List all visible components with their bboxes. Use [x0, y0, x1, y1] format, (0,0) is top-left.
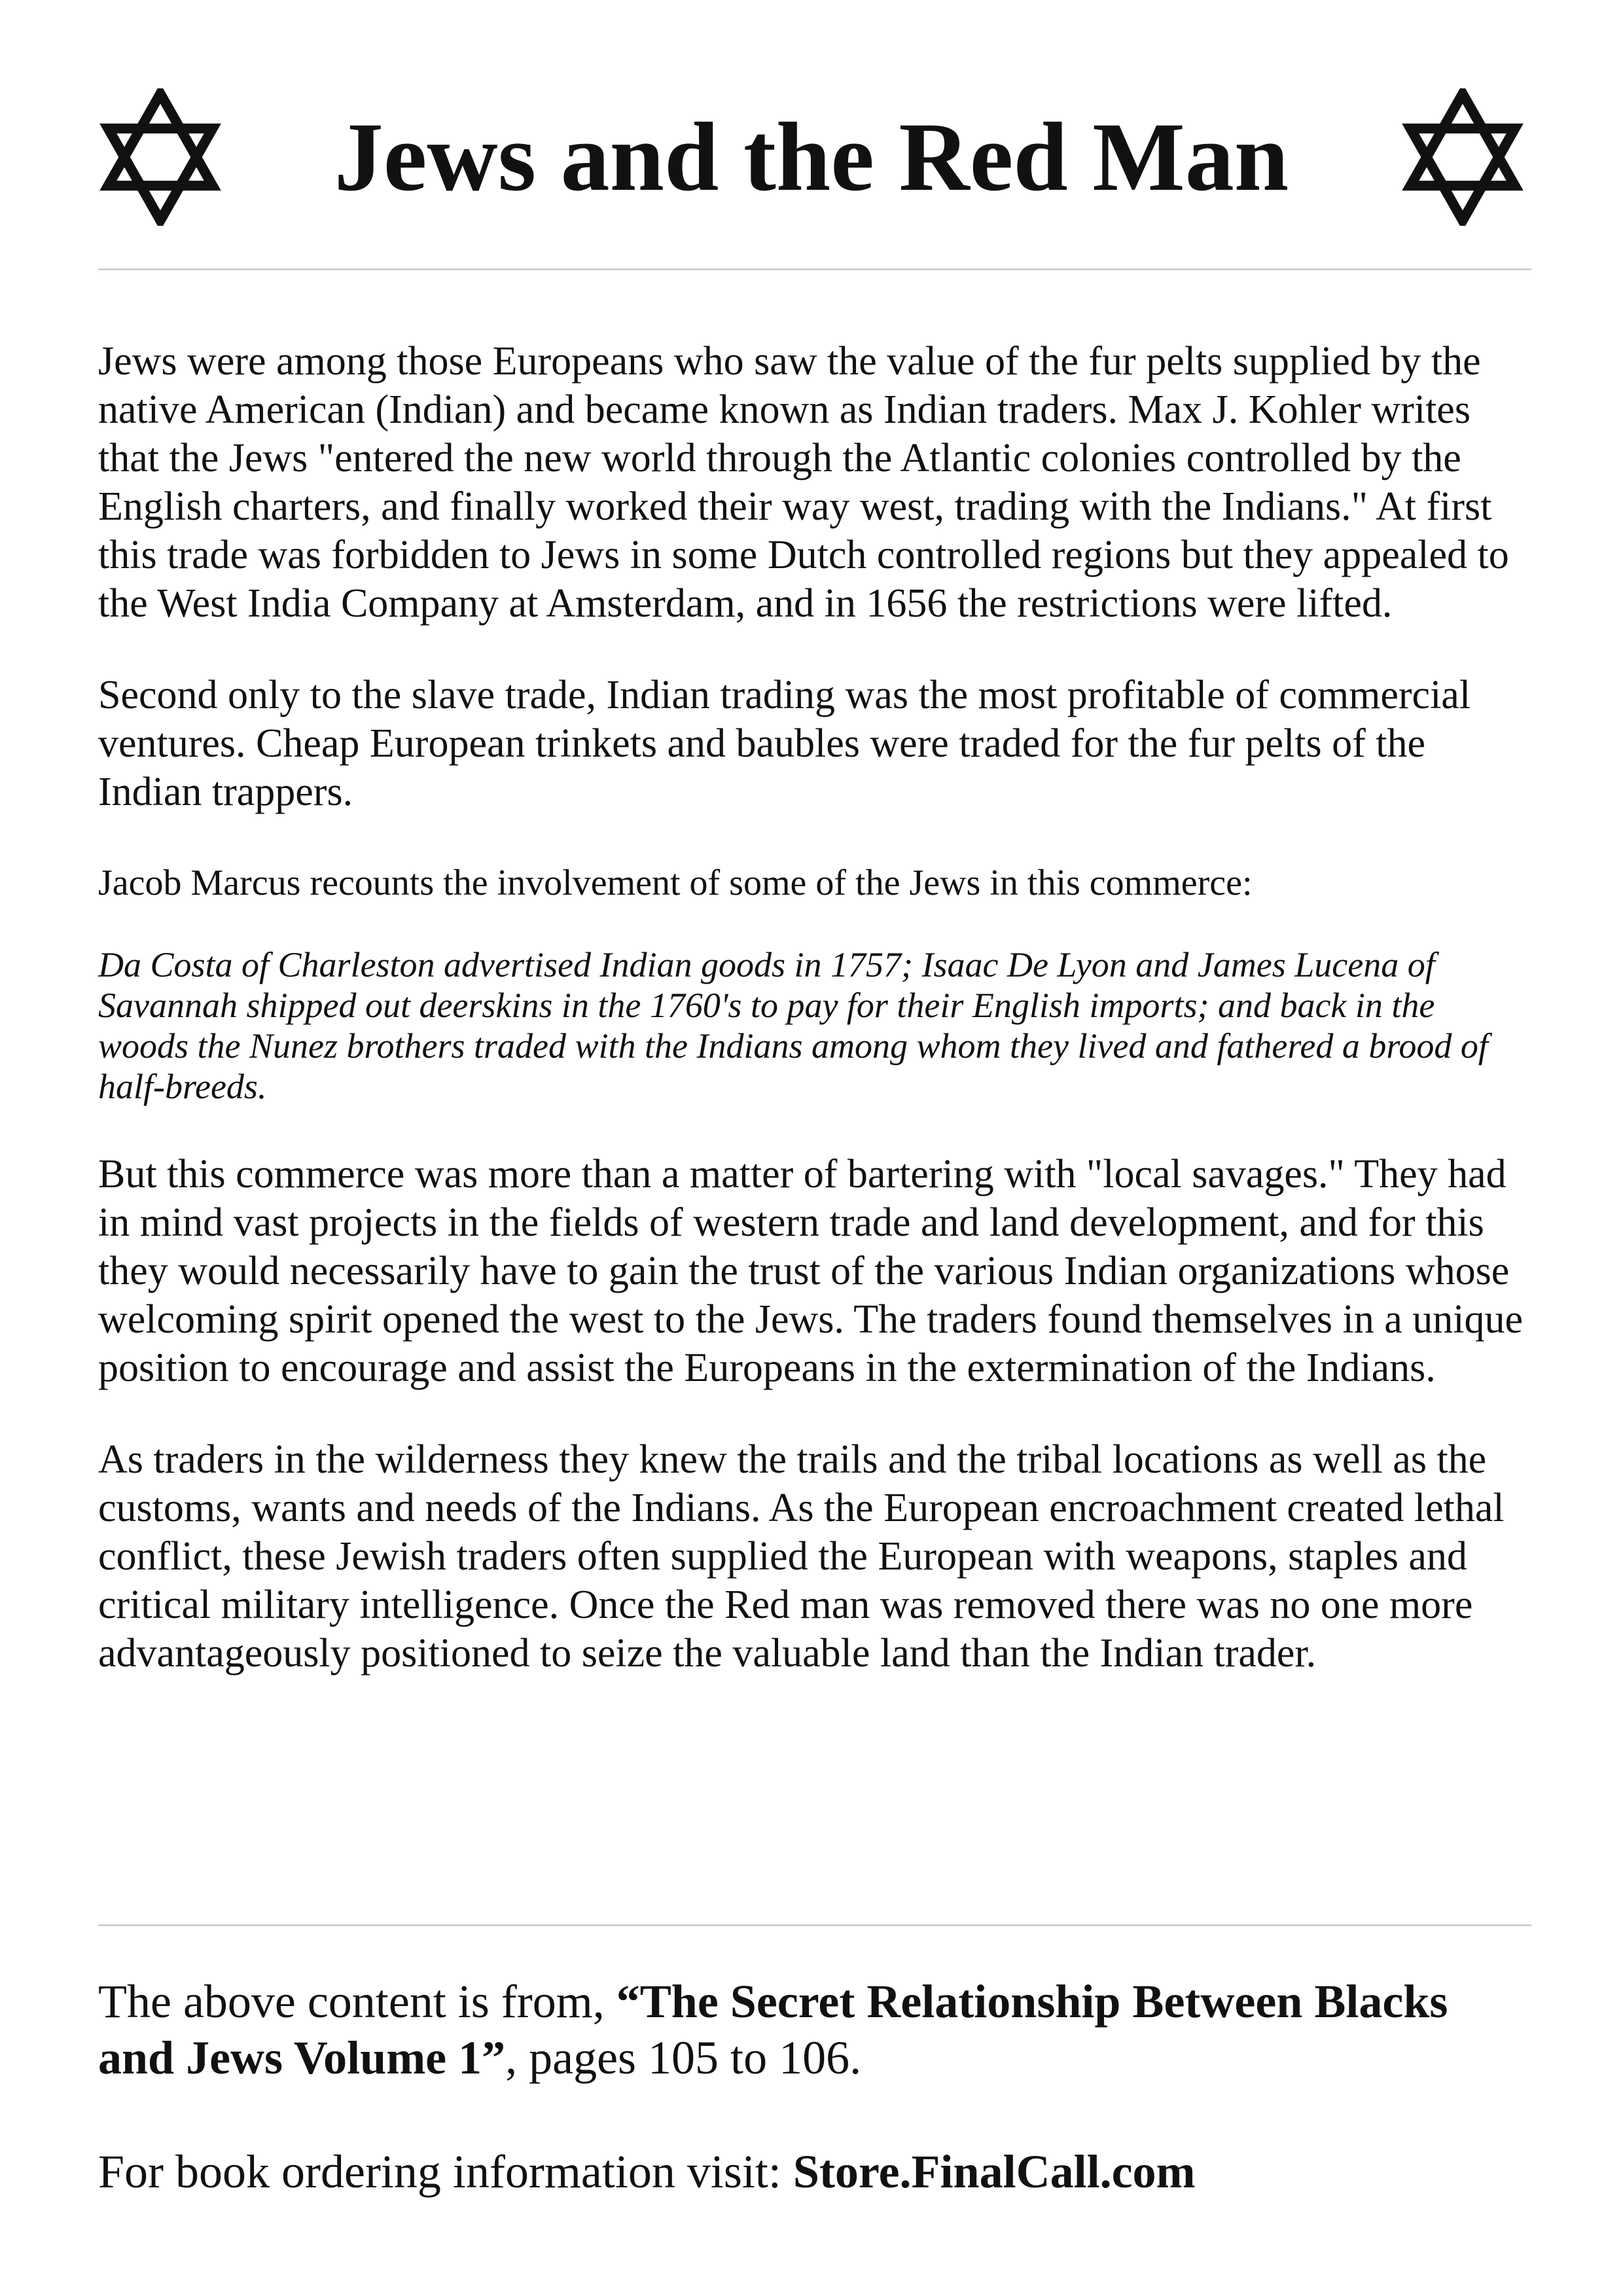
star-of-david-icon — [1400, 88, 1525, 226]
source-citation — [98, 1973, 1531, 2086]
page-header — [98, 72, 1525, 242]
source-footer — [98, 1973, 1531, 2257]
order-prefix: For book ordering information visit: — [98, 2145, 793, 2198]
divider-top — [98, 268, 1531, 270]
block-quote: Da Costa of Charleston advertised Indian goods in 1757; Isaac De Lyon and James Lucena of Savannah shipped out deerskins in the 1760's to pay for their English imports; and back in the woods the Nunez brothers traded with the Indians among whom they lived and fathered a brood of half-breeds. — [98, 945, 1488, 1106]
source-prefix: The above content is from, — [98, 1975, 616, 2028]
article-body — [98, 337, 1531, 1721]
star-of-david-icon — [98, 88, 223, 226]
source-suffix: , pages 105 to 106. — [505, 2032, 862, 2084]
store-link[interactable]: Store.FinalCall.com — [793, 2145, 1196, 2198]
paragraph: But this commerce was more than a matter of bartering with "local savages." They had in mind vast projects in the fields of western trade and land development, and for this they would necessarily have to gain the trust of the various Indian organizations whose welcoming spirit opened the west to the Jews. The traders found themselves in a unique position to encourage and assist the Europeans in the extermination of the Indians. — [98, 1152, 1523, 1390]
quote-intro: Jacob Marcus recounts the involvement of some of the Jews in this commerce: — [98, 863, 1253, 903]
page-title: Jews and the Red Man — [334, 103, 1289, 211]
paragraph: As traders in the wilderness they knew the trails and the tribal locations as well as the customs, wants and needs of the Indians. As the European encroachment created lethal conflict, these Jewish traders often supplied the European with weapons, staples and critical military intelligence. Once the Red man was removed there was no one more advantageously positioned to seize the valuable land than the Indian trader. — [98, 1437, 1505, 1676]
paragraph: Second only to the slave trade, Indian trading was the most profitable of commercial ventures. Cheap European trinkets and baubles were traded for the fur pelts of the Indian trappers. — [98, 673, 1471, 814]
book-title: “The Secret Relationship Between Blacks and Jews Volume 1” — [98, 1975, 1448, 2084]
ordering-info — [98, 2144, 1531, 2200]
divider-bottom — [98, 1924, 1531, 1926]
paragraph: Jews were among those Europeans who saw the value of the fur pelts supplied by the native American (Indian) and became known as Indian traders. Max J. Kohler writes that the Jews "entered the new world through the Atlantic colonies controlled by the English charters, and finally worked their way west, trading with the Indians." At first this trade was forbidden to Jews in some Dutch controlled regions but they appealed to the West India Company at Amsterdam, and in 1656 the restrictions were lifted. — [98, 339, 1509, 626]
